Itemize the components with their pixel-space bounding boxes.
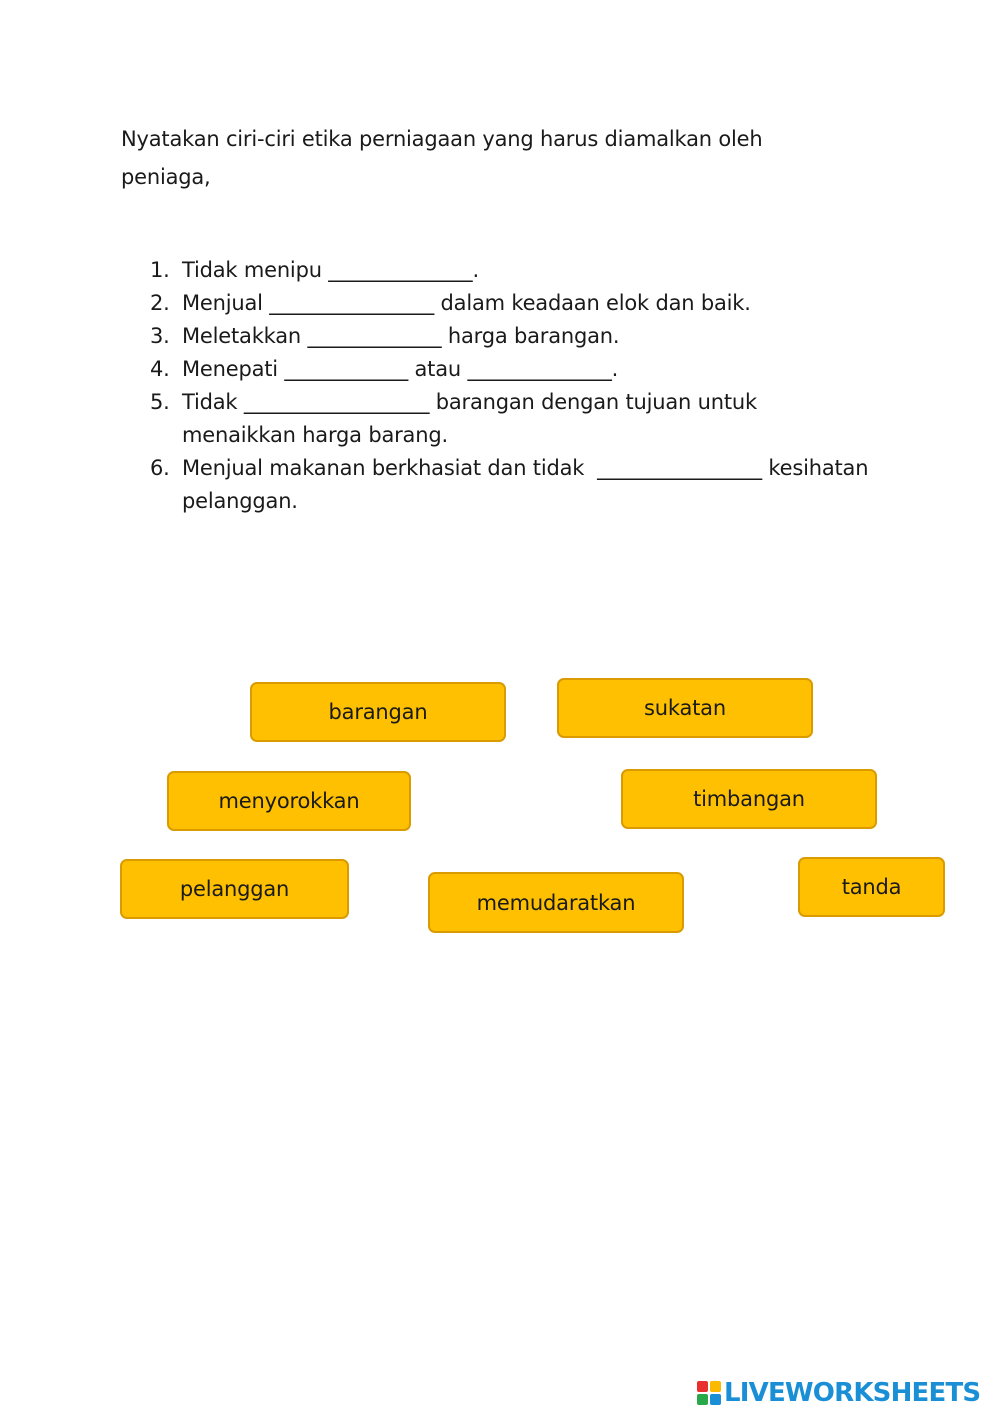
logo-square bbox=[710, 1394, 721, 1405]
question-item bbox=[150, 287, 870, 320]
question-item bbox=[150, 320, 870, 353]
question-list bbox=[150, 254, 875, 518]
question-number: 1. bbox=[150, 258, 170, 282]
liveworksheets-logo bbox=[697, 1376, 980, 1410]
question-number: 6. bbox=[150, 456, 170, 480]
word-chip-timbangan[interactable]: timbangan bbox=[621, 769, 877, 829]
question-text: Tidak __________________ barangan dengan tujuan untuk menaikkan harga barang. bbox=[182, 390, 764, 447]
question-number: 4. bbox=[150, 357, 170, 381]
word-chip-tanda[interactable]: tanda bbox=[798, 857, 945, 917]
question-text: Meletakkan _____________ harga barangan. bbox=[182, 324, 620, 348]
question-number: 5. bbox=[150, 390, 170, 414]
word-chip-memudaratkan[interactable]: memudaratkan bbox=[428, 872, 684, 933]
question-item bbox=[150, 452, 875, 518]
liveworksheets-logo-icon bbox=[697, 1381, 721, 1405]
word-chip-pelanggan[interactable]: pelanggan bbox=[120, 859, 349, 919]
word-chip-barangan[interactable]: barangan bbox=[250, 682, 506, 742]
question-number: 3. bbox=[150, 324, 170, 348]
question-text: Menjual ________________ dalam keadaan elok dan baik. bbox=[182, 291, 751, 315]
question-number: 2. bbox=[150, 291, 170, 315]
question-item bbox=[150, 353, 870, 386]
liveworksheets-wordmark: LIVEWORKSHEETS bbox=[724, 1378, 981, 1408]
logo-square bbox=[697, 1394, 708, 1405]
question-text: Menepati ____________ atau ______________. bbox=[182, 357, 619, 381]
word-chip-menyorokkan[interactable]: menyorokkan bbox=[167, 771, 411, 831]
question-item bbox=[150, 386, 870, 452]
question-item bbox=[150, 254, 870, 287]
logo-square bbox=[710, 1381, 721, 1392]
question-text: Menjual makanan berkhasiat dan tidak ________________ kesihatan pelanggan. bbox=[182, 456, 875, 513]
word-chip-sukatan[interactable]: sukatan bbox=[557, 678, 813, 738]
question-text: Tidak menipu ______________. bbox=[182, 258, 479, 282]
logo-square bbox=[697, 1381, 708, 1392]
instruction-text: Nyatakan ciri-ciri etika perniagaan yang harus diamalkan oleh peniaga, bbox=[121, 127, 763, 189]
